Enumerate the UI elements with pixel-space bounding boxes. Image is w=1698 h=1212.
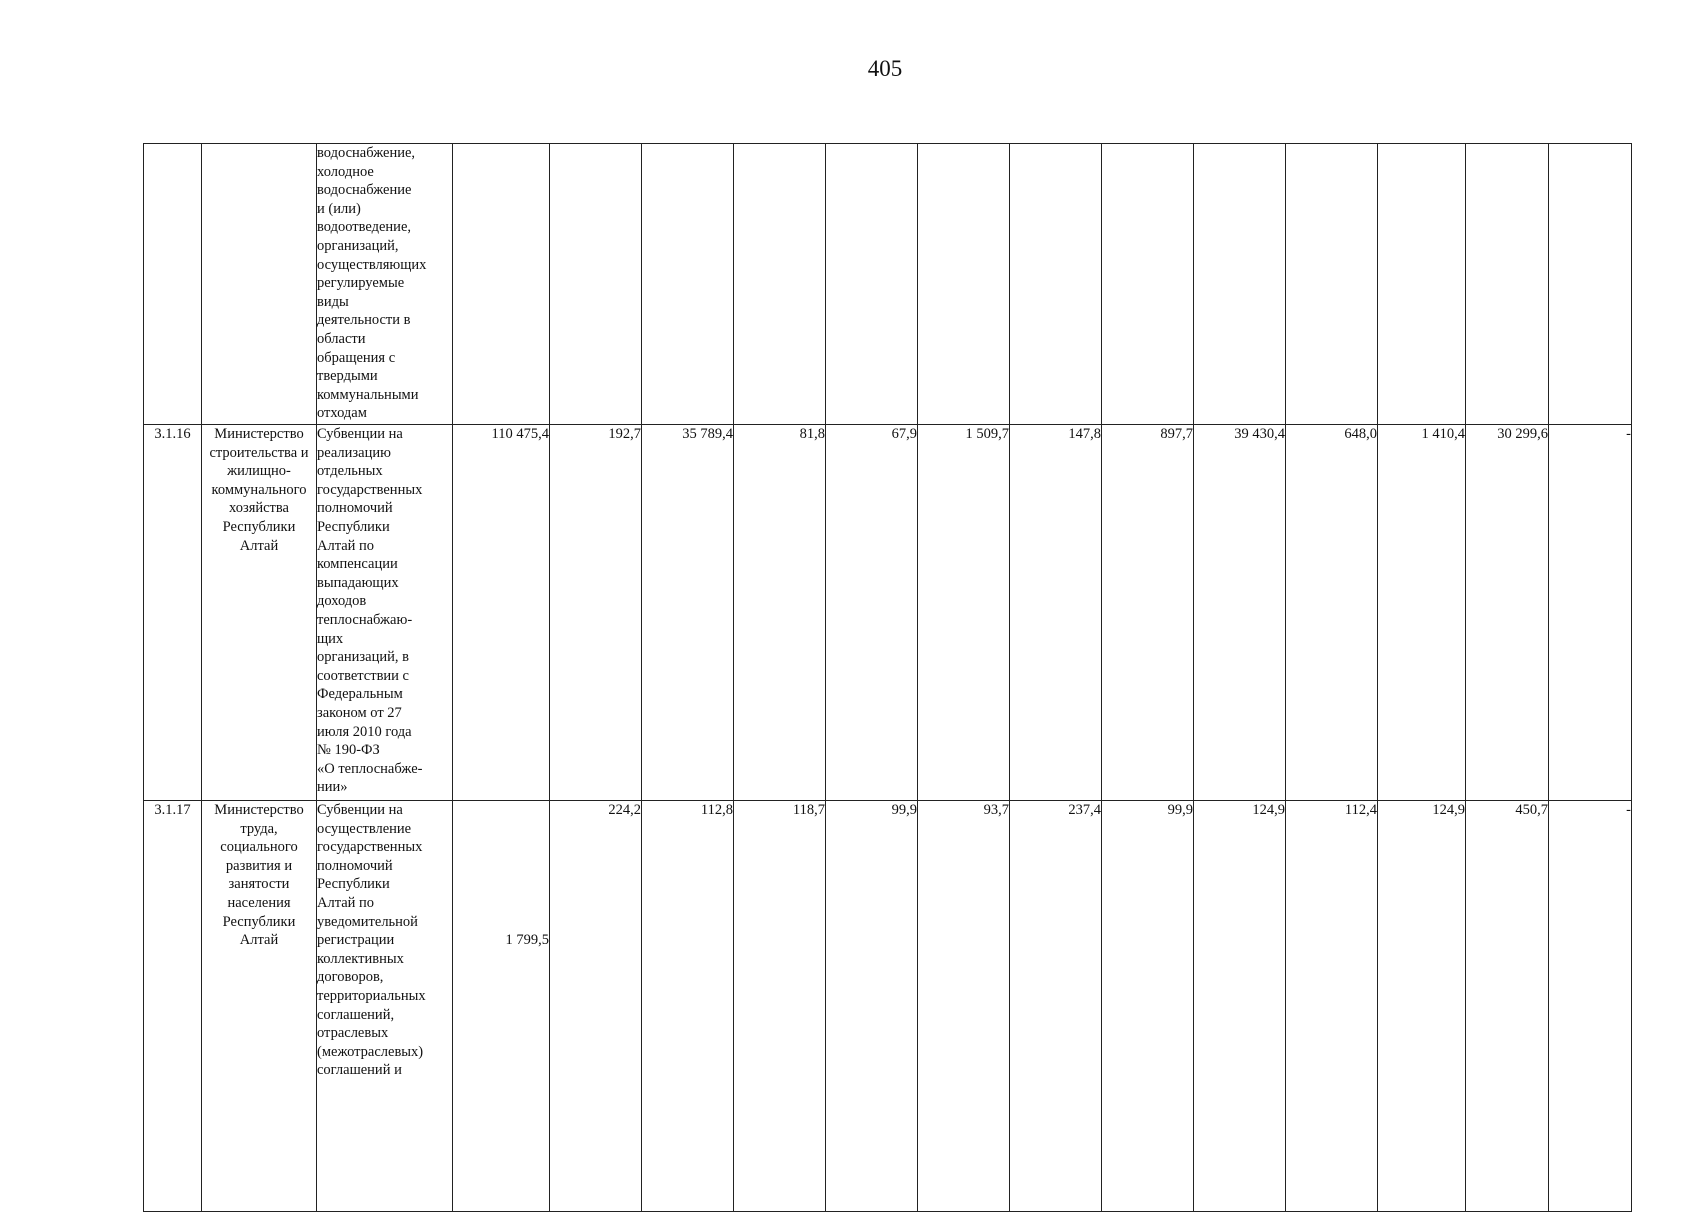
amount-cell: 224,2 xyxy=(550,801,642,1212)
amount-cell: 648,0 xyxy=(1286,425,1378,801)
amount-cell xyxy=(642,144,734,425)
amount-cell: 124,9 xyxy=(1194,801,1286,1212)
amount-cell: 35 789,4 xyxy=(642,425,734,801)
amount-cell: 147,8 xyxy=(1010,425,1102,801)
amount-cell: 118,7 xyxy=(734,801,826,1212)
subvention-description-cell: Субвенции на реализацию отдельных государственных полномочий Республики Алтай по компенсации выпадающих доходов теплоснабжаю- щих организаций, в соответствии с Федеральным законом от 27 июля 2010 года № 190-ФЗ «О теплоснабже- нии» xyxy=(317,425,453,801)
responsible-organization-cell xyxy=(202,144,317,425)
row-code-cell: 3.1.16 xyxy=(144,425,202,801)
amount-cell: 192,7 xyxy=(550,425,642,801)
subvention-description-cell: водоснабжение, холодное водоснабжение и (или) водоотведение, организаций, осуществляющих регулируемые виды деятельности в области обращения с твердыми коммунальными отходам xyxy=(317,144,453,425)
amount-cell xyxy=(550,144,642,425)
subvention-description-cell: Субвенции на осуществление государственных полномочий Республики Алтай по уведомительной регистрации коллективных договоров, территориальных соглашений, отраслевых (межотраслевых) соглашений и xyxy=(317,801,453,1212)
responsible-organization-cell: Министерство строительства и жилищно-коммунального хозяйства Республики Алтай xyxy=(202,425,317,801)
amount-cell: - xyxy=(1549,425,1632,801)
amount-cell: 124,9 xyxy=(1378,801,1466,1212)
amount-cell xyxy=(1378,144,1466,425)
amount-cell xyxy=(1102,144,1194,425)
amount-cell: 67,9 xyxy=(826,425,918,801)
amount-cell: 897,7 xyxy=(1102,425,1194,801)
amount-cell: - xyxy=(1549,801,1632,1212)
amount-cell: 112,4 xyxy=(1286,801,1378,1212)
responsible-organization-cell: Министерство труда, социального развития и занятости населения Республики Алтай xyxy=(202,801,317,1212)
amount-cell xyxy=(734,144,826,425)
amount-cell: 99,9 xyxy=(1102,801,1194,1212)
amount-cell: 39 430,4 xyxy=(1194,425,1286,801)
amount-cell xyxy=(1466,144,1549,425)
amount-cell: 30 299,6 xyxy=(1466,425,1549,801)
row-code-cell xyxy=(144,144,202,425)
amount-cell: 237,4 xyxy=(1010,801,1102,1212)
total-amount-cell: 1 799,5 xyxy=(453,801,550,1212)
amount-cell: 81,8 xyxy=(734,425,826,801)
amount-cell xyxy=(1286,144,1378,425)
table-row xyxy=(144,801,1632,1212)
table-row xyxy=(144,425,1632,801)
total-amount-cell xyxy=(453,144,550,425)
row-code-cell: 3.1.17 xyxy=(144,801,202,1212)
page-number: 405 xyxy=(867,56,903,81)
amount-cell: 1 509,7 xyxy=(918,425,1010,801)
amount-cell xyxy=(1010,144,1102,425)
amount-cell xyxy=(1549,144,1632,425)
amount-cell: 1 410,4 xyxy=(1378,425,1466,801)
table-row xyxy=(144,144,1632,425)
amount-cell xyxy=(826,144,918,425)
amount-cell: 93,7 xyxy=(918,801,1010,1212)
amount-cell: 112,8 xyxy=(642,801,734,1212)
amount-cell: 99,9 xyxy=(826,801,918,1212)
budget-table xyxy=(143,143,1632,1212)
amount-cell: 450,7 xyxy=(1466,801,1549,1212)
amount-cell xyxy=(918,144,1010,425)
total-amount-cell: 110 475,4 xyxy=(453,425,550,801)
amount-cell xyxy=(1194,144,1286,425)
